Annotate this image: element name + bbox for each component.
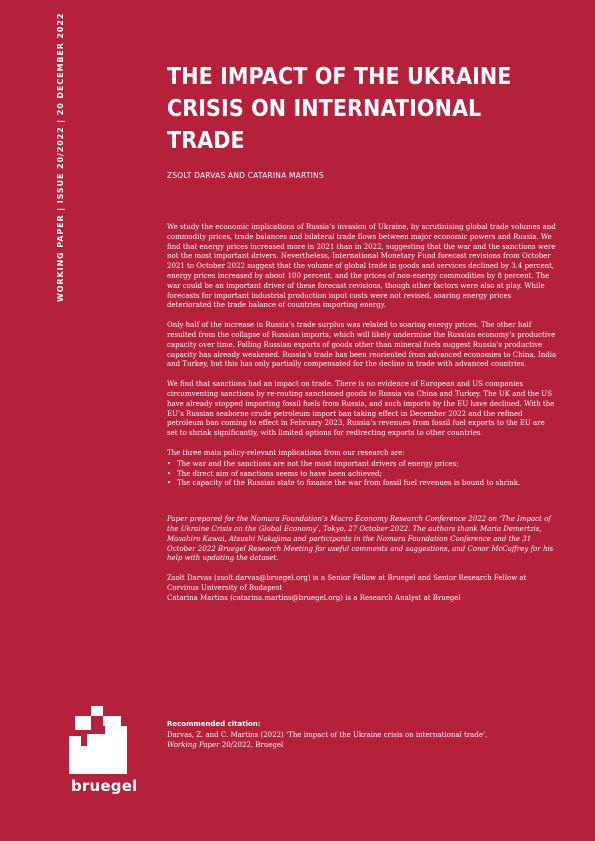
abstract [167, 223, 557, 614]
abstract-paragraph-3: We find that sanctions had an impact on trade. There is no evidence of European and US companies circumventing sanctions by re-routing sanctioned goods to Russia via China and Turkey. The UK and the US have already stopped importing fossil fuels from Russia, and such imports by the EU have declined. With the EU’s Russian seaborne crude petroleum import ban taking effect in December 2022 and the refined petroleum ban coming to effect in February 2023, Russia’s revenues from fossil fuel exports to the EU are set to shrink significantly, with limited options for redirecting exports to other countries. [167, 380, 555, 438]
affiliation-darvas: Zsolt Darvas (zsolt.darvas@bruegel.org) is a Senior Fellow at Bruegel and Senior Research Fellow at Corvinus University of Budapest [167, 574, 527, 592]
bruegel-logo-mark [69, 706, 127, 774]
implications-list [167, 460, 557, 489]
affiliation-martins: Catarina Martins (catarina.martins@bruegel.org) is a Research Analyst at Bruegel [167, 593, 461, 602]
conference-note: Paper prepared for the Nomura Foundation’s Macro Economy Research Conference 2022 on ‘The Impact of the Ukraine Crisis on the Global Economy’, Tokyo, 27 October 2022. The authors thank Maria Demertzis, Masahiro Kawai, Atsushi Nakajima and participants in the Nomura Foundation Conference and the 31 October 2022 Bruegel Research Meeting for useful comments and suggestions, and Conor McCaffrey for his help with updating the dataset. [167, 515, 554, 563]
title-line-1: THE IMPACT OF THE UKRAINE [167, 62, 512, 90]
citation-series: Working Paper [167, 741, 220, 749]
citation-series-rest: 20/2022, Bruegel [219, 741, 284, 749]
authors: ZSOLT DARVAS AND CATARINA MARTINS [167, 171, 324, 180]
author-affiliations [167, 574, 557, 603]
abstract-paragraph-1: We study the economic implications of Russia’s invasion of Ukraine, by scrutinising global trade volumes and commodity prices, trade balances and bilateral trade flows between major economic powers and Russia. We find that energy prices increased more in 2021 than in 2022, suggesting that the war and the sanctions were not the most important drivers. Nevertheless, International Monetary Fund forecast revisions from October 2021 to October 2022 suggest that the volume of global trade in goods and services declined by 3.4 percent, energy prices increased by about 100 percent, and the prices of non-energy commodities by 8 percent. The war could be an important driver of these forecast revisions, though other factors were also at play. While forecasts for important industrial production input costs were not revised, soaring energy prices deteriorated the trade balance of countries importing energy. [167, 223, 556, 310]
implications-intro: The three main policy-relevant implications from our research are: [167, 448, 405, 457]
implication-item: • The capacity of the Russian state to finance the war from fossil fuel revenues is bound to shrink. [167, 479, 557, 489]
recommended-citation [167, 719, 557, 751]
issue-sidebar: WORKING PAPER | ISSUE 20/2022 | 20 DECEMBER 2022 [56, 12, 65, 302]
citation-heading: Recommended citation: [167, 720, 261, 728]
bruegel-logo-text: bruegel [71, 777, 138, 795]
implication-item: • The direct aim of sanctions seems to have been achieved; [167, 470, 557, 480]
paper-title [167, 60, 528, 156]
title-line-2: CRISIS ON INTERNATIONAL TRADE [167, 94, 482, 154]
implication-item: • The war and the sanctions are not the most important drivers of energy prices; [167, 460, 557, 470]
citation-text: Darvas, Z. and C. Martins (2022) ‘The impact of the Ukraine crisis on international trade’, [167, 730, 488, 739]
abstract-paragraph-2: Only half of the increase in Russia’s trade surplus was related to soaring energy prices. The other half resulted from the collapse of Russian imports, which will likely undermine the Russian economy’s productive capacity over time. Falling Russian exports of goods other than mineral fuels suggest Russia’s productive capacity has already weakened. Russia’s trade has been reoriented from advanced economies to China, India and Turkey, but this has only partially compensated for the decline in trade with advanced countries. [167, 321, 557, 369]
